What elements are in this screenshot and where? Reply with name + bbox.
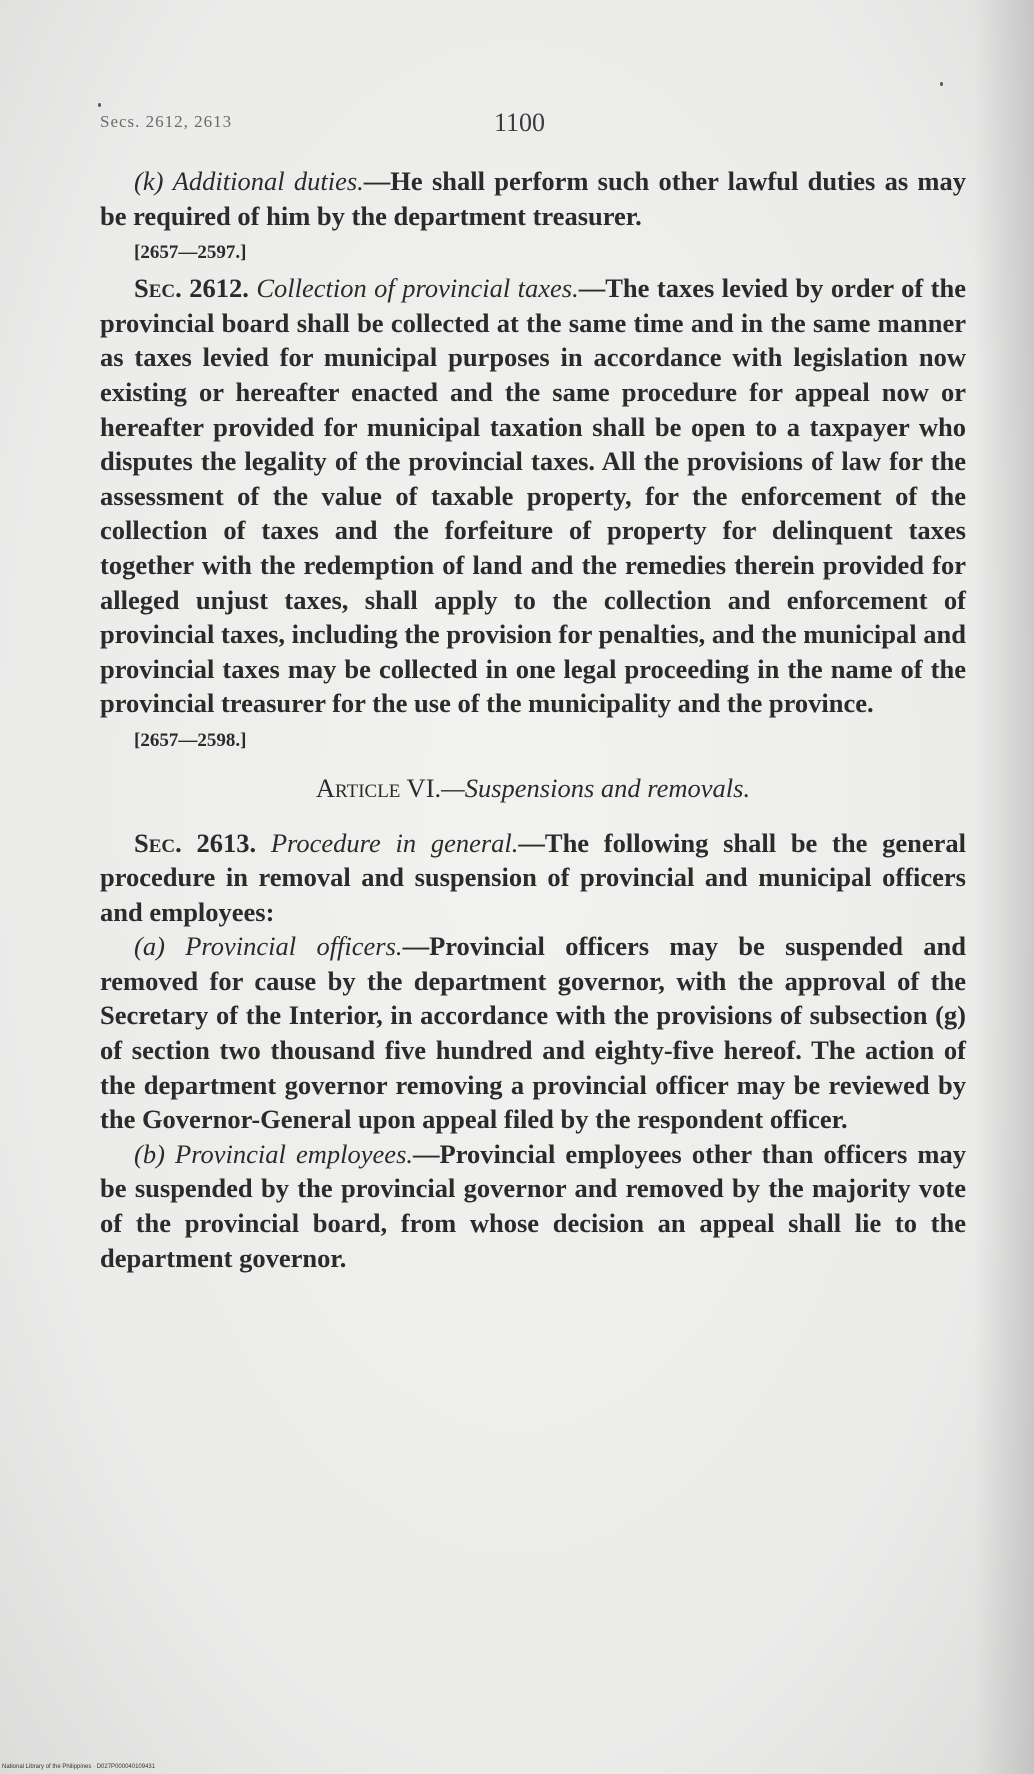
page-edge-shadow [974,0,1034,1774]
body-text [100,164,966,1275]
paragraph-heading: Additional duties. [172,166,364,196]
archive-source-tag: National Library of the Philippines · D027P000040109431 [2,1764,156,1770]
section-label: Sec. 2612. [134,273,249,304]
paragraph-text: —Provincial employees other than officers may be suspended by the provincial governor and removed by the majority vote of the provincial board, from whose decision an appeal shall lie to the department governor. [100,1138,966,1273]
paragraph-heading: Provincial officers. [185,931,403,962]
section-heading: Collection of provincial taxes. [256,273,579,304]
paragraph-b [100,1137,966,1275]
paragraph-k [100,164,966,233]
article-heading [100,771,966,806]
source-citation: [2657—2598.] [134,729,247,751]
subsection-letter: (k) [134,166,164,196]
section-label: Sec. 2613. [134,827,257,858]
article-label: Article VI. [315,772,442,803]
section-text: —The following shall be the general procedure in removal and suspension of provincial and municipal officers and employees: [100,827,966,927]
running-head: Secs. 2612, 2613 [100,112,233,131]
article-title: —Suspensions and removals. [441,772,751,803]
paragraph-text: —Provincial officers may be suspended and removed for cause by the department governor, with the approval of the Secretary of the Interior, in accordance with the provisions of subsection (g) of section two thousand five hundred and eighty-five hereof. The action of the department governor removing a provincial officer may be reviewed by the Governor-General upon appeal filed by the respondent officer. [100,931,967,1135]
paragraph-text: —He shall perform such other lawful duties as may be required of him by the department treasurer. [100,166,967,231]
page-number: 1100 [494,108,546,137]
section-2612 [100,271,966,721]
subsection-letter: (b) [134,1138,165,1169]
section-text: —The taxes levied by order of the provincial board shall be collected at the same time and in the same manner as taxes levied for municipal purposes in accordance with legislation now existing or hereafter enacted and the same procedure for appeal now or hereafter provided for municipal taxation shall be open to a taxpayer who disputes the legality of the provincial taxes. All the provisions of law for the assessment of the value of taxable property, for the enforcement of the collection of taxes and the forfeiture of property for delinquent taxes together with the redemption of land and the remedies therein provided for alleged unjust taxes, shall apply to the collection and enforcement of provincial taxes, including the provision for penalties, and the municipal and provincial taxes may be collected in one legal proceeding in the name of the provincial treasurer for the use of the municipality and the province. [100,273,966,719]
scan-speck [98,103,101,107]
source-citation: [2657—2597.] [134,242,247,264]
paragraph-a [100,929,966,1137]
section-2613 [100,826,966,930]
section-heading: Procedure in general. [270,827,519,858]
paragraph-heading: Provincial employees. [175,1138,414,1169]
scan-speck [940,82,943,86]
subsection-letter: (a) [134,931,165,962]
